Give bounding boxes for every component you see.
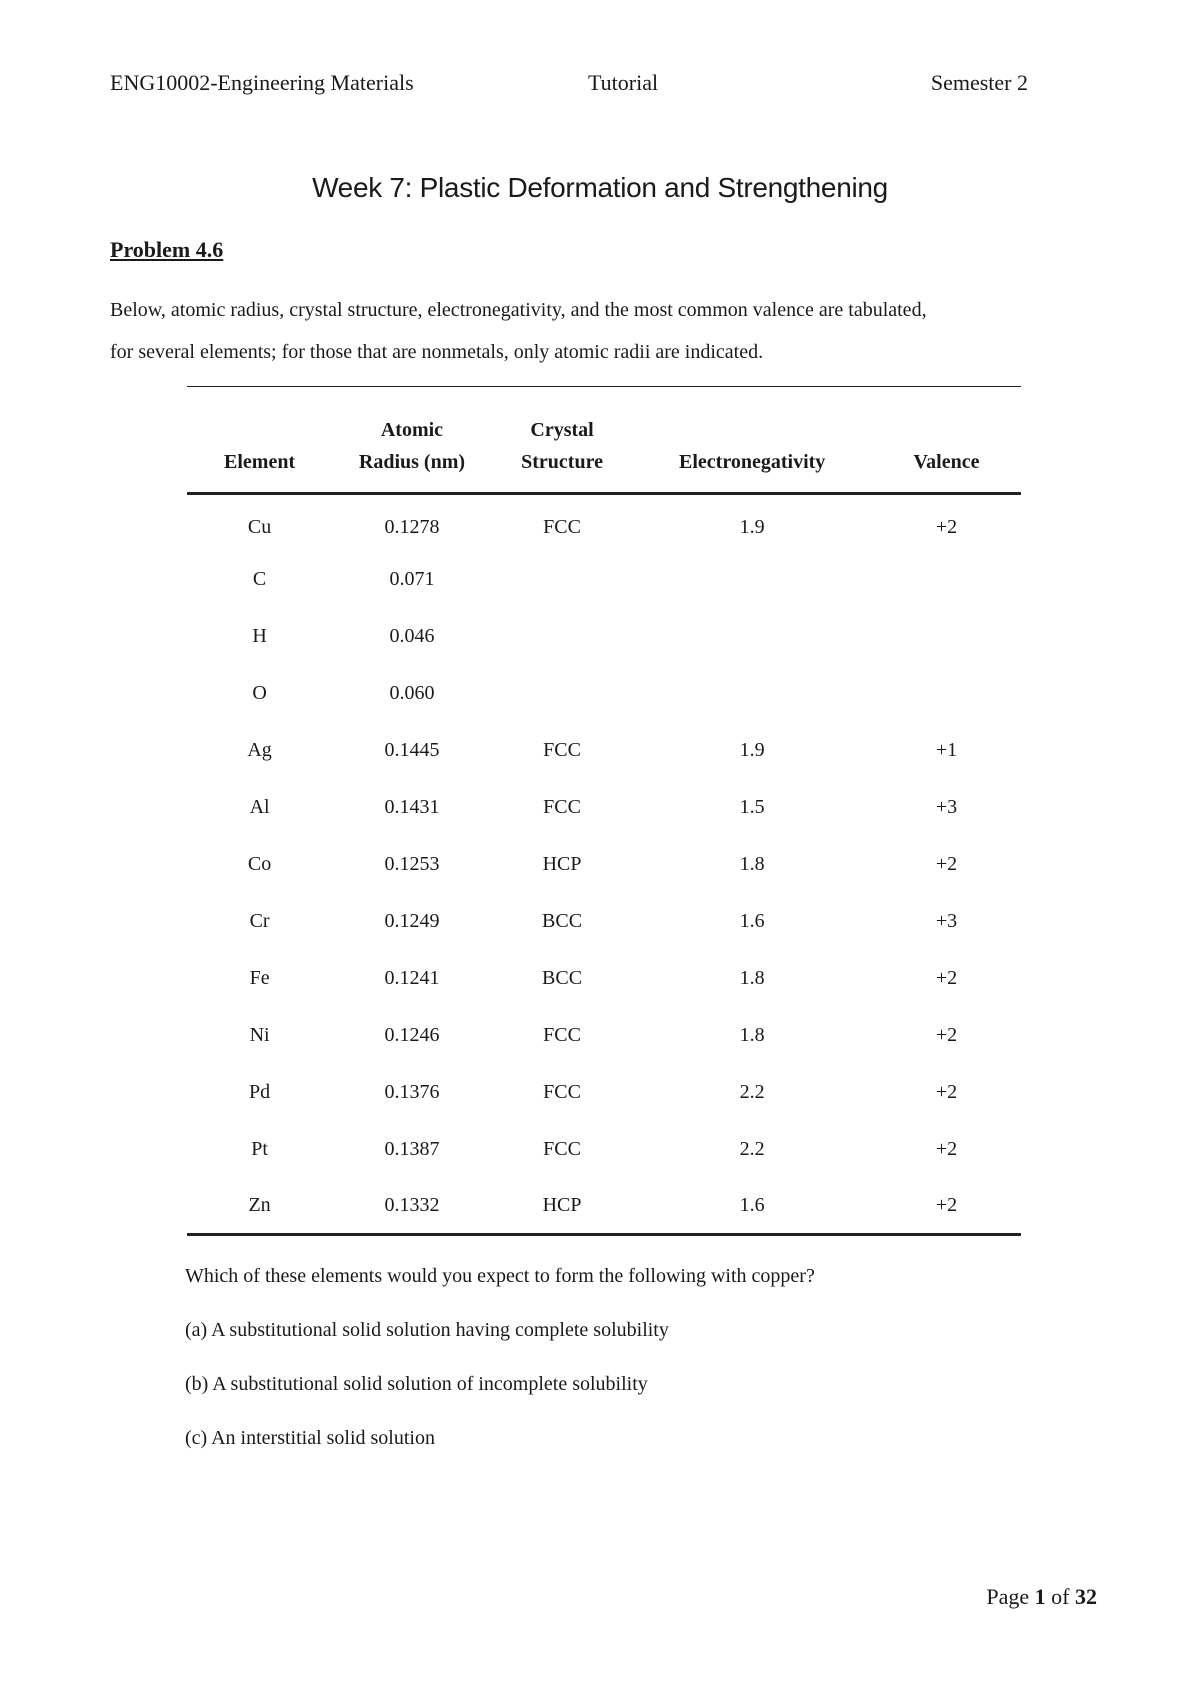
- cell-atomic-radius: 0.1332: [384, 1193, 440, 1216]
- cell-atomic-radius: 0.060: [389, 681, 435, 704]
- cell-atomic-radius: 0.1278: [384, 515, 440, 538]
- table-header-row: [187, 387, 1021, 494]
- cell-atomic-radius: 0.046: [389, 624, 435, 647]
- intro-line: Below, atomic radius, crystal structure, electronegativity, and the most common valence are tabulated,: [110, 299, 927, 321]
- cell-valence: +2: [935, 852, 958, 875]
- cell-atomic-radius: 0.1253: [384, 852, 440, 875]
- header-atomic-radius: Atomic Radius (nm): [358, 419, 466, 473]
- cell-valence: +2: [935, 1137, 958, 1160]
- cell-crystal-structure: FCC: [543, 515, 581, 538]
- cell-crystal-structure: FCC: [543, 1137, 581, 1160]
- table-row: [187, 608, 1021, 665]
- cell-element: O: [252, 681, 267, 704]
- cell-crystal-structure: BCC: [542, 966, 583, 989]
- table-row: [187, 1064, 1021, 1121]
- cell-crystal-structure: BCC: [542, 909, 583, 932]
- table-row: [187, 722, 1021, 779]
- cell-element: Co: [247, 852, 272, 875]
- question-item-c: (c) An interstitial solid solution: [185, 1427, 435, 1449]
- intro-line: for several elements; for those that are nonmetals, only atomic radii are indicated.: [110, 341, 764, 363]
- header-electronegativity: Electronegativity: [679, 451, 826, 473]
- cell-crystal-structure: FCC: [543, 795, 581, 818]
- cell-element: Pt: [251, 1137, 268, 1160]
- question-prompt: Which of these elements would you expect to form the following with copper?: [185, 1265, 815, 1287]
- question-item-b: (b) A substitutional solid solution of incomplete solubility: [185, 1373, 648, 1395]
- cell-crystal-structure: [492, 608, 633, 665]
- cell-crystal-structure: HCP: [542, 852, 582, 875]
- cell-valence: +2: [935, 1080, 958, 1103]
- cell-atomic-radius: 0.1241: [384, 966, 440, 989]
- cell-crystal-structure: [492, 665, 633, 722]
- cell-valence: [872, 608, 1021, 665]
- cell-electronegativity: [632, 665, 872, 722]
- question-item-a: (a) A substitutional solid solution having complete solubility: [185, 1319, 669, 1341]
- page-number-footer: [986, 1584, 1097, 1610]
- cell-crystal-structure: FCC: [543, 738, 581, 761]
- problem-heading: Problem 4.6: [110, 237, 224, 262]
- cell-electronegativity: 1.8: [739, 1023, 765, 1046]
- table-row: [187, 836, 1021, 893]
- table-row: [187, 1121, 1021, 1178]
- cell-crystal-structure: FCC: [543, 1023, 581, 1046]
- cell-valence: +3: [935, 909, 958, 932]
- cell-electronegativity: 2.2: [739, 1080, 765, 1103]
- header-crystal-structure: Crystal Structure: [521, 419, 603, 473]
- cell-valence: [872, 665, 1021, 722]
- of-word: of: [1051, 1584, 1070, 1609]
- cell-valence: +2: [935, 1023, 958, 1046]
- current-page-number: 1: [1034, 1584, 1046, 1609]
- cell-atomic-radius: 0.071: [389, 567, 435, 590]
- table-row: [187, 950, 1021, 1007]
- cell-atomic-radius: 0.1246: [384, 1023, 440, 1046]
- page-title: Week 7: Plastic Deformation and Strengthening: [312, 172, 888, 203]
- cell-valence: +2: [935, 515, 958, 538]
- cell-electronegativity: 2.2: [739, 1137, 765, 1160]
- questions-block: [185, 1262, 815, 1478]
- course-title: ENG10002-Engineering Materials: [110, 70, 414, 95]
- cell-electronegativity: 1.9: [739, 738, 765, 761]
- cell-element: Zn: [248, 1193, 271, 1216]
- cell-electronegativity: 1.9: [739, 515, 765, 538]
- cell-electronegativity: 1.5: [739, 795, 765, 818]
- table-row: [187, 893, 1021, 950]
- cell-electronegativity: 1.6: [739, 909, 765, 932]
- cell-element: Al: [249, 795, 270, 818]
- cell-electronegativity: 1.8: [739, 852, 765, 875]
- cell-element: H: [252, 624, 267, 647]
- cell-element: Cu: [247, 515, 272, 538]
- cell-valence: +2: [935, 1193, 958, 1216]
- cell-element: Ni: [249, 1023, 270, 1046]
- table-row: [187, 1178, 1021, 1235]
- elements-table: [187, 386, 1021, 1236]
- cell-atomic-radius: 0.1445: [384, 738, 440, 761]
- cell-valence: [872, 551, 1021, 608]
- page-word: Page: [986, 1584, 1030, 1609]
- cell-electronegativity: [632, 551, 872, 608]
- cell-element: C: [252, 567, 267, 590]
- table-row: [187, 551, 1021, 608]
- cell-electronegativity: 1.8: [739, 966, 765, 989]
- table-body: [187, 494, 1021, 1235]
- cell-atomic-radius: 0.1431: [384, 795, 440, 818]
- cell-element: Cr: [249, 909, 270, 932]
- table-row: [187, 1007, 1021, 1064]
- table-row: [187, 779, 1021, 836]
- cell-valence: +1: [935, 738, 958, 761]
- cell-valence: +3: [935, 795, 958, 818]
- intro-paragraph: [110, 289, 1110, 373]
- cell-electronegativity: [632, 608, 872, 665]
- header-valence: Valence: [913, 451, 980, 473]
- cell-element: Pd: [249, 1080, 271, 1103]
- cell-element: Ag: [247, 738, 272, 761]
- cell-atomic-radius: 0.1387: [384, 1137, 440, 1160]
- total-pages: 32: [1075, 1584, 1097, 1609]
- table-row: [187, 665, 1021, 722]
- semester-label: Semester 2: [930, 70, 1028, 95]
- cell-atomic-radius: 0.1249: [384, 909, 440, 932]
- cell-atomic-radius: 0.1376: [384, 1080, 440, 1103]
- cell-element: Fe: [249, 966, 270, 989]
- header-element: Element: [224, 451, 296, 473]
- cell-valence: +2: [935, 966, 958, 989]
- table-row: [187, 494, 1021, 551]
- cell-electronegativity: 1.6: [739, 1193, 765, 1216]
- page-header: [110, 70, 1028, 100]
- cell-crystal-structure: [492, 551, 633, 608]
- cell-crystal-structure: HCP: [542, 1193, 582, 1216]
- cell-crystal-structure: FCC: [543, 1080, 581, 1103]
- document-type: Tutorial: [588, 70, 659, 95]
